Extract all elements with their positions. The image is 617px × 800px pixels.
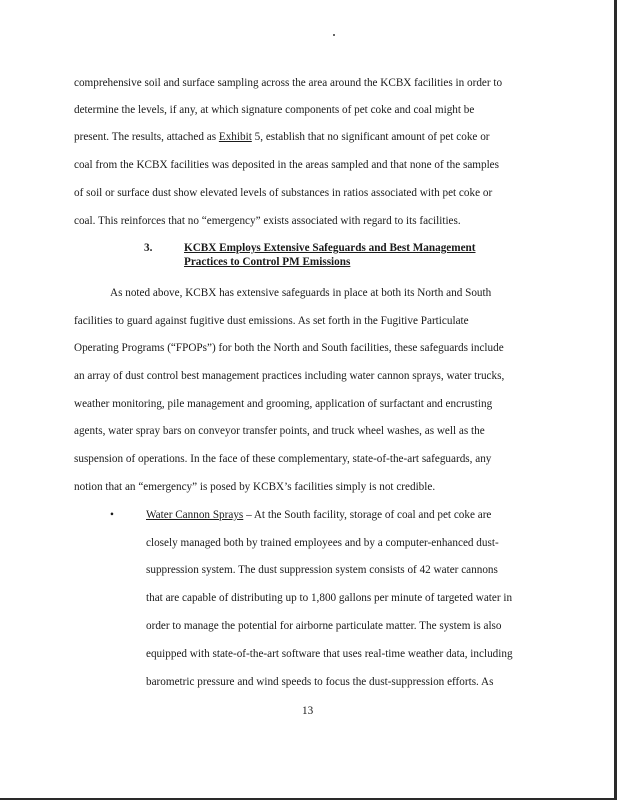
- body-text: 5, establish that no significant amount of pet coke or: [251, 131, 490, 143]
- body-line: weather monitoring, pile management and grooming, application of surfactant and encrusting: [74, 398, 493, 410]
- body-line: coal. This reinforces that no “emergency” exists associated with regard to its facilities.: [74, 215, 461, 227]
- bullet-text: – At the South facility, storage of coal and pet coke are: [243, 509, 492, 521]
- section-number: 3.: [144, 242, 153, 254]
- bullet-line: equipped with state-of-the-art software that uses real-time weather data, including: [146, 648, 513, 660]
- exhibit-link[interactable]: Exhibit: [218, 131, 252, 143]
- body-line: suspension of operations. In the face of these complementary, state-of-the-art safeguards, any: [74, 453, 492, 465]
- page-number: 13: [302, 705, 314, 717]
- bullet-marker: •: [110, 509, 114, 521]
- bullet-line: that are capable of distributing up to 1,800 gallons per minute of targeted water in: [146, 592, 513, 604]
- body-line: determine the levels, if any, at which signature components of pet coke and coal might be: [74, 104, 475, 116]
- body-line: coal from the KCBX facilities was deposited in the areas sampled and that none of the samples: [74, 159, 500, 171]
- scan-speck: [333, 34, 335, 36]
- section-title-line2: Practices to Control PM Emissions: [184, 256, 351, 268]
- bullet-line: suppression system. The dust suppression system consists of 42 water cannons: [146, 564, 498, 576]
- body-line: Operating Programs (“FPOPs”) for both the North and South facilities, these safeguards include: [74, 342, 504, 354]
- body-line-exhibit: [74, 130, 490, 144]
- body-text: present. The results, attached as: [74, 131, 219, 143]
- section-title-line1: KCBX Employs Extensive Safeguards and Best Management: [184, 242, 476, 254]
- body-line: As noted above, KCBX has extensive safeguards in place at both its North and South: [110, 287, 492, 299]
- bullet-line: barometric pressure and wind speeds to focus the dust-suppression efforts. As: [146, 676, 494, 688]
- body-line: an array of dust control best management practices including water cannon sprays, water trucks,: [74, 370, 505, 382]
- body-line: facilities to guard against fugitive dust emissions. As set forth in the Fugitive Particulate: [74, 315, 469, 327]
- bullet-line: closely managed both by trained employees and by a computer-enhanced dust-: [146, 537, 499, 549]
- bullet-term: Water Cannon Sprays: [146, 509, 244, 521]
- body-line: notion that an “emergency” is posed by KCBX’s facilities simply is not credible.: [74, 481, 436, 493]
- body-line: agents, water spray bars on conveyor transfer points, and truck wheel washes, as well as the: [74, 425, 485, 437]
- body-line: of soil or surface dust show elevated levels of substances in ratios associated with pet coke or: [74, 187, 493, 199]
- bullet-first-line: [146, 508, 491, 522]
- body-line: comprehensive soil and surface sampling across the area around the KCBX facilities in order to: [74, 77, 503, 89]
- bullet-line: order to manage the potential for airborne particulate matter. The system is also: [146, 620, 502, 632]
